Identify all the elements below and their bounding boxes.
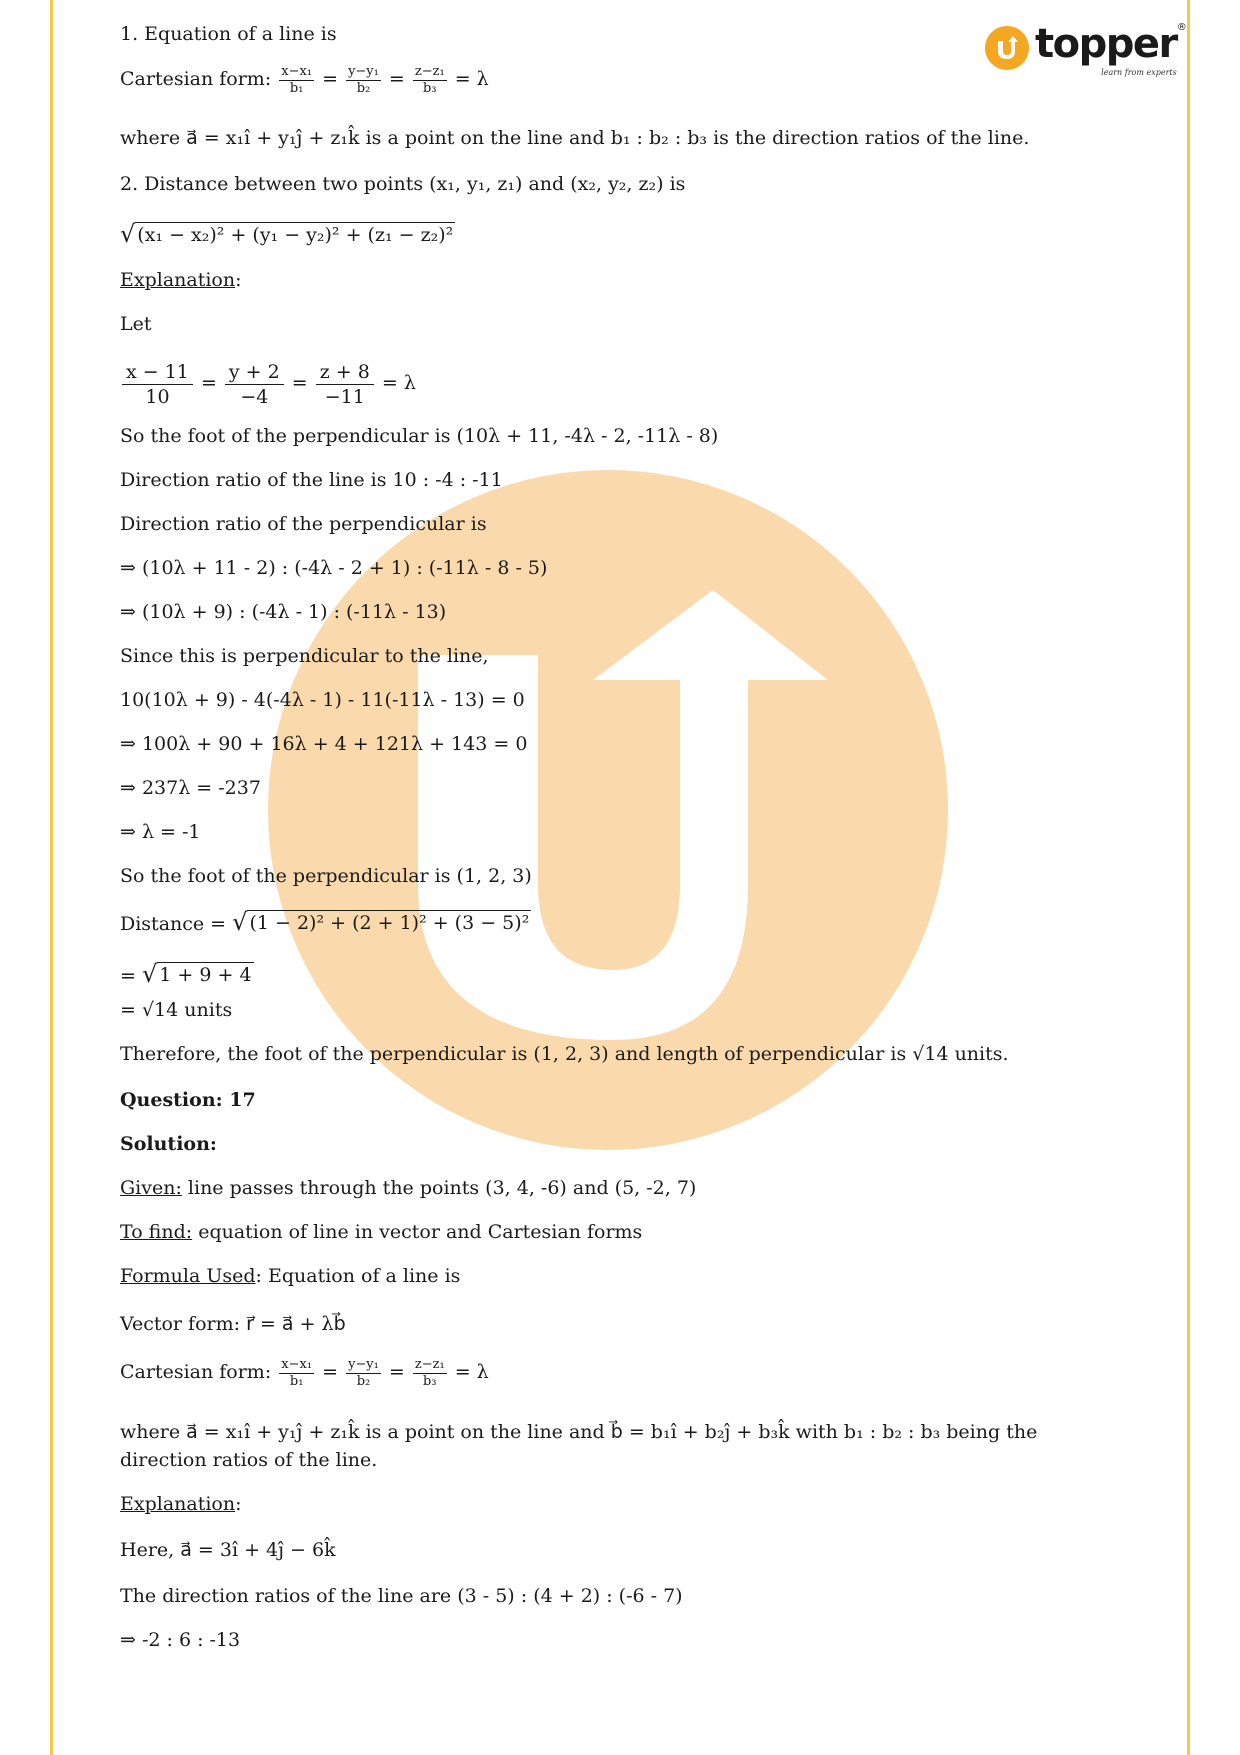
cartesian2-fraction-y: $\frac{\text{y−y₁}}{\text{b₂}}$	[348, 1356, 379, 1389]
step-1: ⇒ (10λ + 11 - 2) : (-4λ - 2 + 1) : (-11λ - 8 - 5)	[120, 557, 548, 579]
foot-perpendicular-general: So the foot of the perpendicular is (10λ + 11, -4λ - 2, -11λ - 8)	[120, 425, 719, 447]
direction-ratio-line: Direction ratio of the line is 10 : -4 : -11	[120, 469, 503, 491]
cartesian-form-line-2: Cartesian form: $\frac{\text{x−x₁}}{\text{b₁}}$ = $\frac{\text{y−y₁}}{\text{b₂}}$ = $\frac{\text{z−z₁}}{\text{b₃}}$ = λ	[120, 1356, 489, 1389]
fraction-z: $\frac{z + 8}{-11}$	[316, 360, 374, 409]
cartesian-fraction-x: $\frac{\text{x−x₁}}{\text{b₁}}$	[281, 63, 313, 96]
page-border-left	[50, 0, 53, 1755]
cartesian2-fraction-z: $\frac{\text{z−z₁}}{\text{b₃}}$	[414, 1356, 445, 1389]
vector-form-line: Vector form: r⃗ = a⃗ + λb⃗	[120, 1313, 346, 1335]
direction-ratio-perpendicular: Direction ratio of the perpendicular is	[120, 513, 487, 535]
here-vector-line: Here, a⃗ = 3î + 4ĵ − 6k̂	[120, 1539, 336, 1561]
logo-wordmark: topper	[1035, 21, 1177, 67]
distance-sqrt-sum: = √ 1 + 9 + 4	[120, 960, 252, 988]
line-equation-fractions: $\frac{x - 11}{10}$ = $\frac{y + 2}{-4}$ = $\frac{z + 8}{-11}$ = λ	[120, 356, 416, 410]
explanation-heading-1: Explanation:	[120, 269, 242, 291]
cartesian-form-line-1: Cartesian form: $\frac{\text{x−x₁}}{\text{b₁}}$ = $\frac{\text{y−y₁}}{\text{b₂}}$ = $\frac{\text{z−z₁}}{\text{b₃}}$ = λ	[120, 63, 489, 96]
fraction-x: $\frac{x - 11}{10}$	[122, 360, 193, 409]
to-find-line: To find: equation of line in vector and Cartesian forms	[120, 1221, 643, 1243]
distance-formula: √ (x₁ − x₂)² + (y₁ − y₂)² + (z₁ − z₂)²	[120, 220, 454, 248]
where-line-1: where a⃗ = x₁î + y₁ĵ + z₁k̂ is a point on the line and b₁ : b₂ : b₃ is the direction ratios of the line.	[120, 127, 1030, 149]
logo-u-icon	[985, 26, 1029, 70]
therefore-conclusion: Therefore, the foot of the perpendicular is (1, 2, 3) and length of perpendicular is √14 units.	[120, 1043, 1009, 1065]
logo-registered-mark: ®	[1176, 22, 1187, 33]
explanation-heading-2: Explanation:	[120, 1493, 242, 1515]
since-perpendicular: Since this is perpendicular to the line,	[120, 645, 489, 667]
question-label: Question: 17	[120, 1089, 256, 1111]
cartesian-fraction-y: $\frac{\text{y−y₁}}{\text{b₂}}$	[348, 63, 379, 96]
item-1-heading: 1. Equation of a line is	[120, 23, 337, 45]
step-2: ⇒ (10λ + 9) : (-4λ - 1) : (-11λ - 13)	[120, 601, 447, 623]
equation-4: ⇒ λ = -1	[120, 821, 201, 843]
direction-ratios-result: ⇒ -2 : 6 : -13	[120, 1629, 241, 1651]
cartesian-fraction-z: $\frac{\text{z−z₁}}{\text{b₃}}$	[414, 63, 445, 96]
solution-label: Solution:	[120, 1133, 217, 1155]
equation-2: ⇒ 100λ + 90 + 16λ + 4 + 121λ + 143 = 0	[120, 733, 528, 755]
where-line-2-continued: direction ratios of the line.	[120, 1449, 378, 1471]
cartesian-label: Cartesian form:	[120, 68, 278, 90]
vector-a-expression: a⃗ = x₁î + y₁ĵ + z₁k̂	[186, 127, 360, 149]
let-label: Let	[120, 313, 152, 335]
foot-perpendicular-result: So the foot of the perpendicular is (1, 2, 3)	[120, 865, 532, 887]
equation-1: 10(10λ + 9) - 4(-4λ - 1) - 11(-11λ - 13) = 0	[120, 689, 525, 711]
equation-3: ⇒ 237λ = -237	[120, 777, 261, 799]
logo-tagline: learn from experts	[1101, 68, 1177, 77]
direction-ratios-final: The direction ratios of the line are (3 - 5) : (4 + 2) : (-6 - 7)	[120, 1585, 683, 1607]
where-line-2: where a⃗ = x₁î + y₁ĵ + z₁k̂ is a point on the line and b⃗ = b₁î + b₂ĵ + b₃k̂ with b₁ : b₂ : b₃ being the	[120, 1421, 1038, 1443]
cartesian2-fraction-x: $\frac{\text{x−x₁}}{\text{b₁}}$	[281, 1356, 313, 1389]
item-2-heading: 2. Distance between two points (x₁, y₁, z₁) and (x₂, y₂, z₂) is	[120, 173, 686, 195]
fraction-y: $\frac{y + 2}{-4}$	[225, 360, 284, 409]
formula-used-line: Formula Used: Equation of a line is	[120, 1265, 461, 1287]
cartesian-equals-lambda: = λ	[454, 68, 489, 90]
distance-result: = √14 units	[120, 999, 233, 1021]
page-border-right	[1187, 0, 1190, 1755]
distance-line: Distance = √ (1 − 2)² + (2 + 1)² + (3 − 5)²	[120, 908, 530, 936]
topper-logo	[985, 21, 1187, 77]
given-line: Given: line passes through the points (3, 4, -6) and (5, -2, 7)	[120, 1177, 697, 1199]
